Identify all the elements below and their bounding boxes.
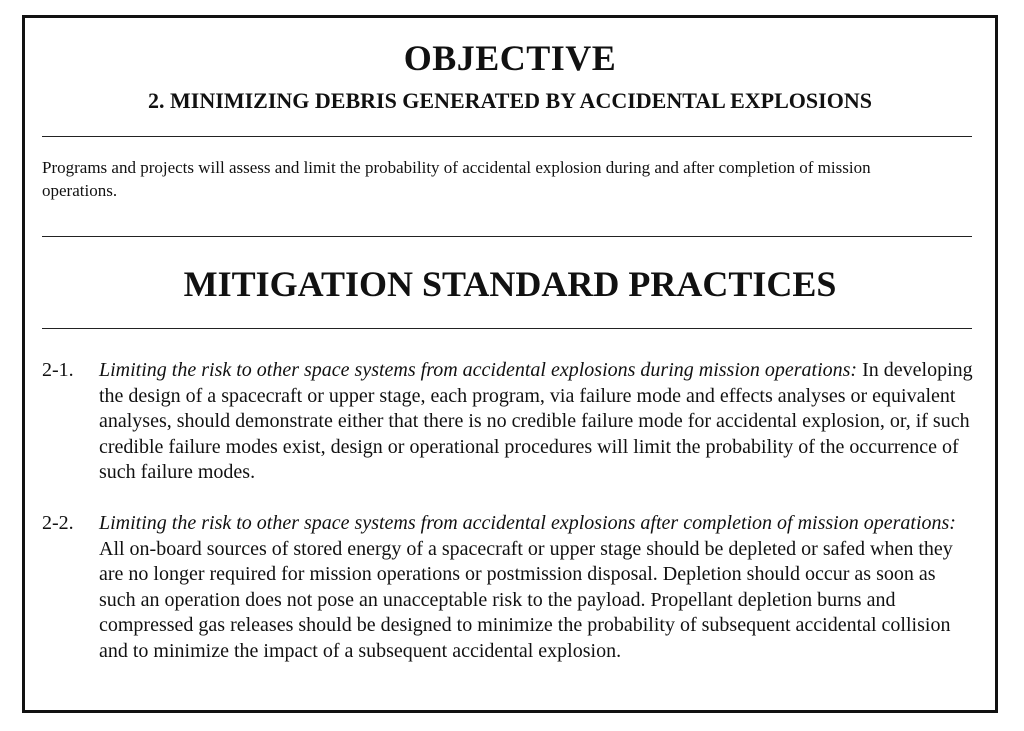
practice-text: In developing the design of a spacecraft or upper stage, each program, via failure mode and effects analyses or equivalent analyses, should demonstrate either that there is no credible failure mode for accidental explosion, or, if such credible failure modes exist, design or operational procedures will limit the probability of the occurrence of such failure modes. bbox=[99, 359, 973, 483]
objective-text: Programs and projects will assess and limit the probability of accidental explosion during and after completion of mission operations. bbox=[42, 158, 871, 200]
divider-rule-3 bbox=[42, 328, 972, 329]
practice-number: 2-2. bbox=[42, 512, 74, 534]
practice-item bbox=[42, 358, 977, 486]
divider-rule-1 bbox=[42, 136, 972, 137]
divider-rule-2 bbox=[42, 236, 972, 237]
practice-title: Limiting the risk to other space systems from accidental explosions after completion of mission operations: bbox=[99, 512, 956, 534]
practices-heading: MITIGATION STANDARD PRACTICES bbox=[183, 264, 837, 304]
practice-number: 2-1. bbox=[42, 359, 74, 381]
practice-title: Limiting the risk to other space systems from accidental explosions during mission operations: bbox=[99, 359, 858, 381]
practice-body bbox=[42, 511, 977, 664]
objective-title: OBJECTIVE bbox=[403, 38, 617, 78]
document-frame bbox=[22, 15, 998, 713]
practice-item bbox=[42, 511, 977, 664]
objective-subtitle: 2. MINIMIZING DEBRIS GENERATED BY ACCIDENTAL EXPLOSIONS bbox=[148, 88, 872, 113]
practice-text: All on-board sources of stored energy of a spacecraft or upper stage should be depleted or safed when they are no longer required for mission operations or postmission disposal. Depletion should occur as soon as such an operation does not pose an unacceptable risk to the payload. Propellant depletion burns and compressed gas releases should be designed to minimize the probability of subsequent accidental collision and to minimize the impact of a subsequent accidental explosion. bbox=[99, 537, 953, 662]
practice-body bbox=[42, 358, 977, 486]
